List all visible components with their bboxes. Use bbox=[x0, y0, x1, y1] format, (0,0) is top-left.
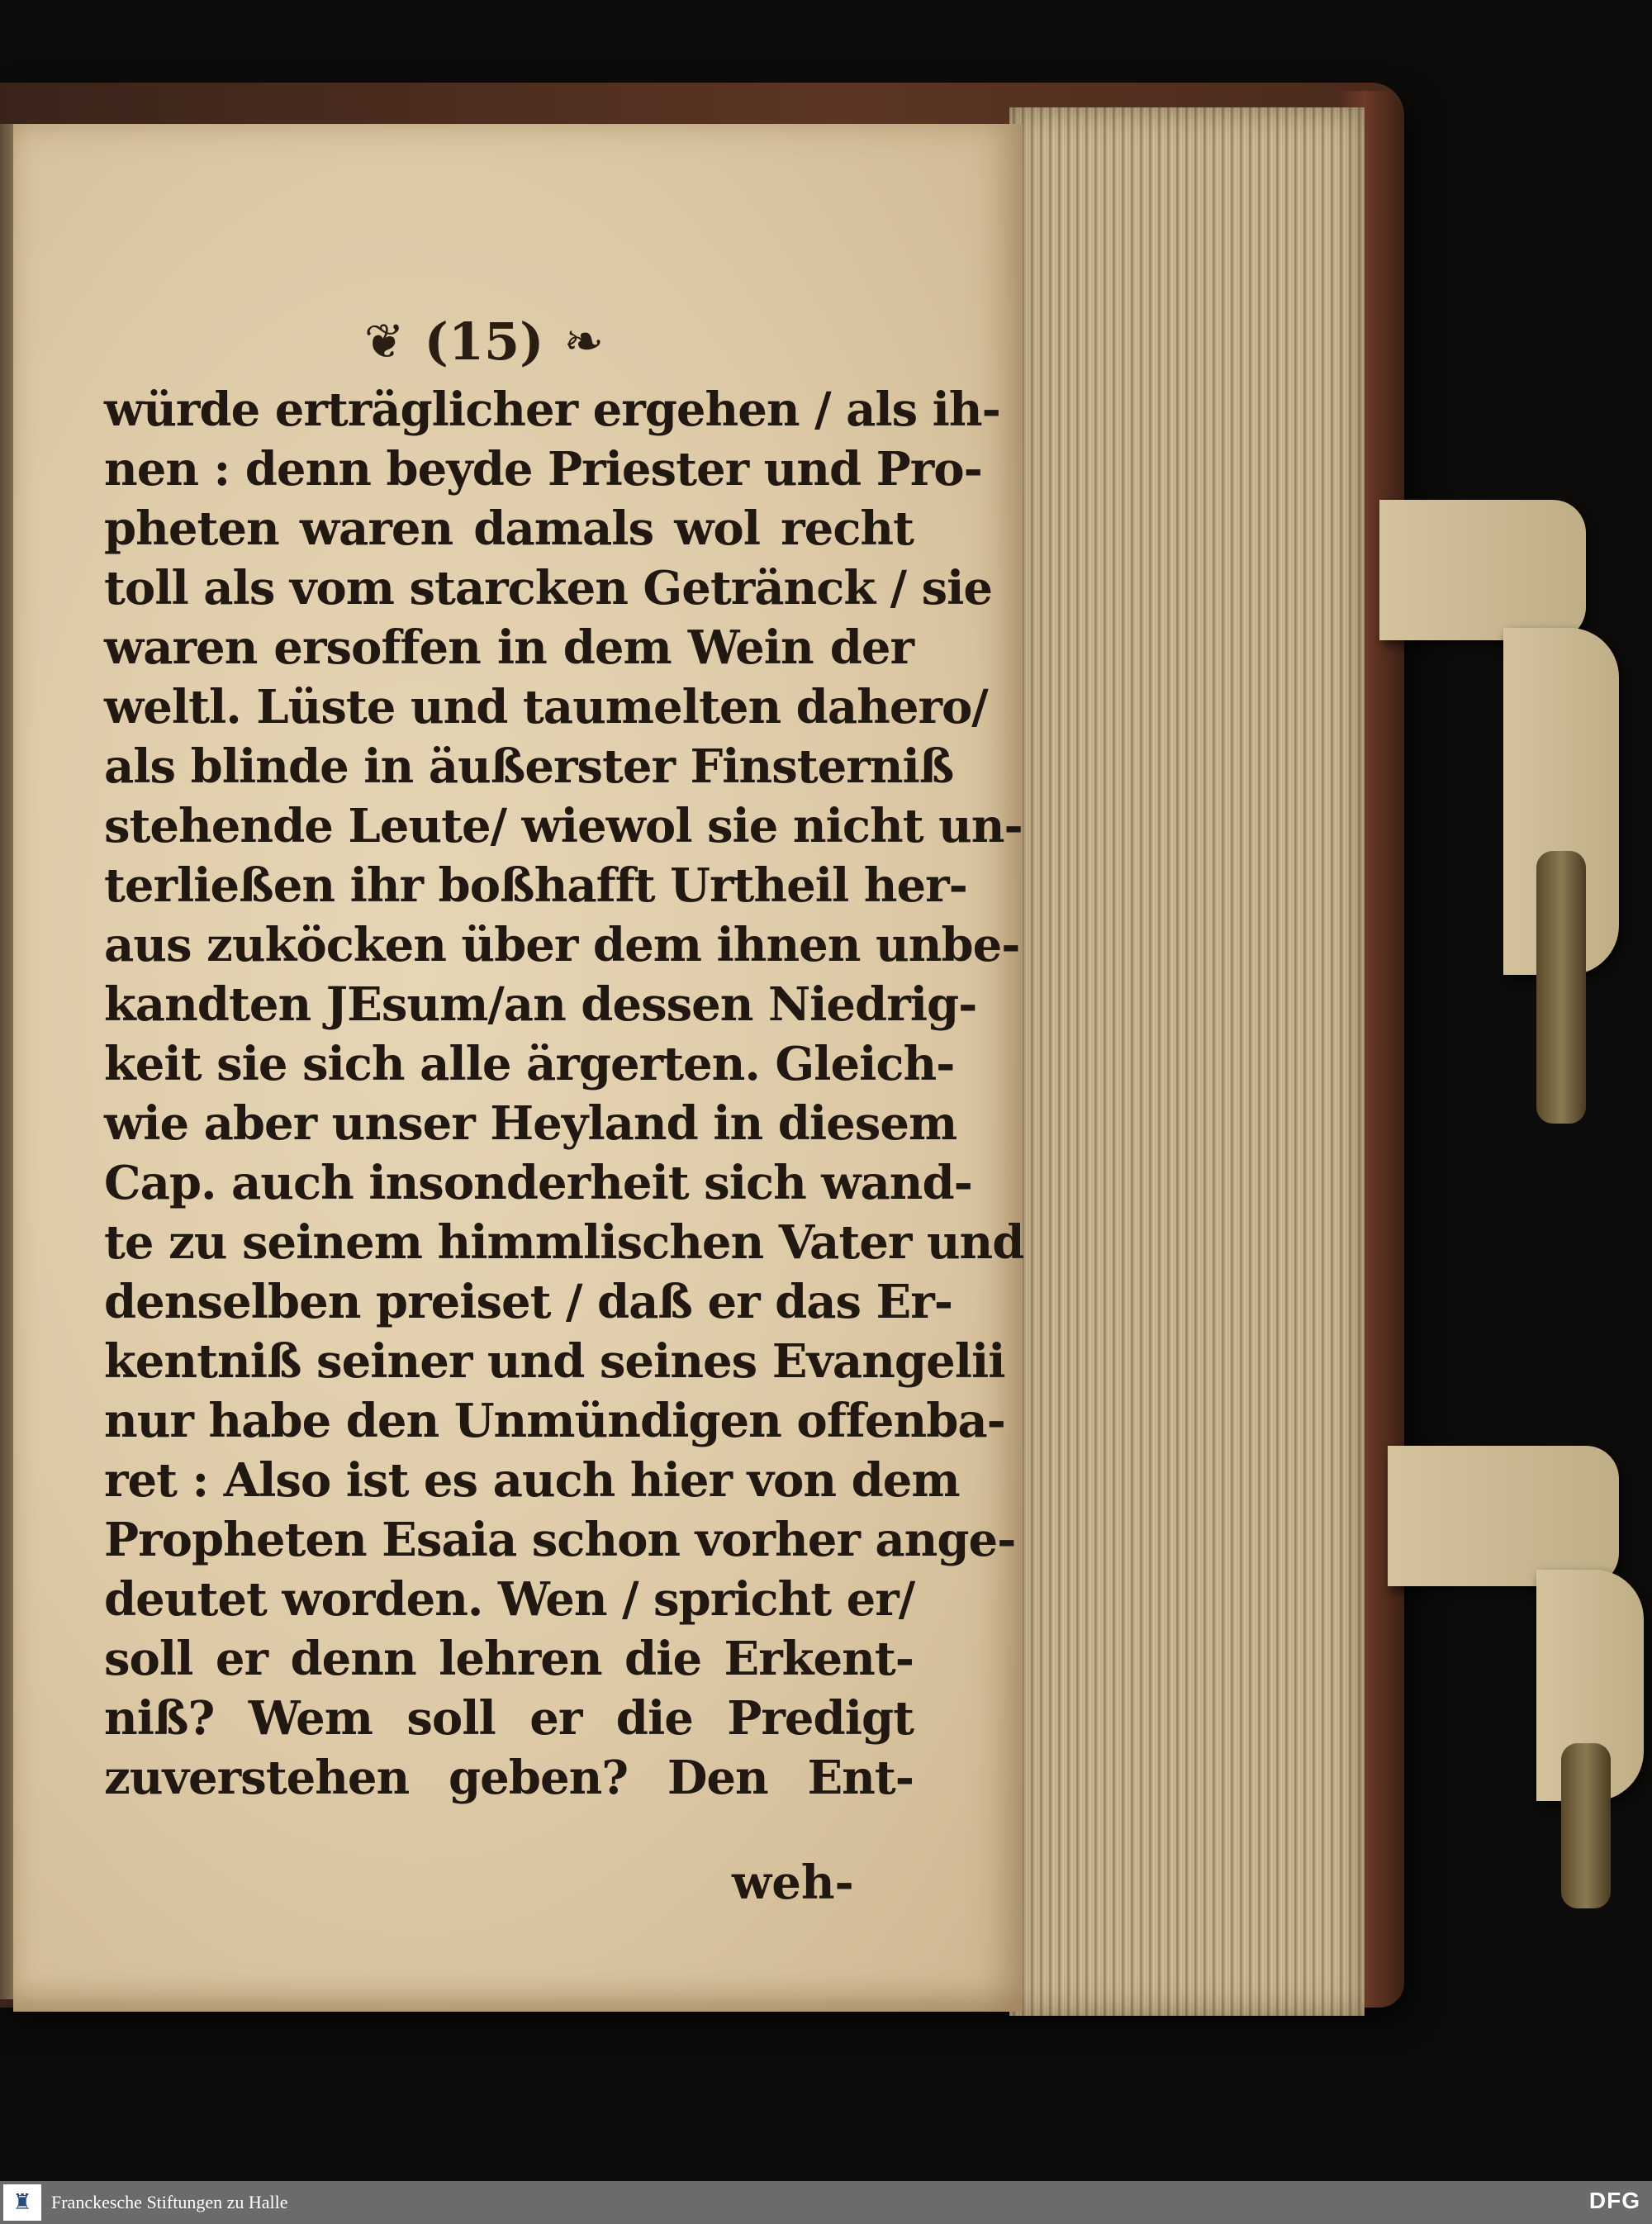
text-line: würde erträglicher ergehen / als ih- bbox=[104, 383, 1000, 437]
text-line: deutet worden. Wen / spricht er/ bbox=[104, 1572, 915, 1627]
page-number: (15) bbox=[424, 311, 544, 372]
text-line: soll er denn lehren die Erkent- bbox=[104, 1632, 914, 1686]
ornament-left-icon: ❦ bbox=[363, 313, 405, 369]
text-line: kentniß seiner und seines Evangelii bbox=[104, 1334, 1005, 1389]
text-line: te zu seinem himmlischen Vater und bbox=[104, 1215, 1024, 1270]
text-line: keit sie sich alle ärgerten. Gleich- bbox=[104, 1037, 955, 1091]
ornament-right-icon: ❧ bbox=[563, 313, 605, 369]
book-page bbox=[13, 124, 1023, 2012]
text-line: Propheten Esaia schon vorher ange- bbox=[104, 1513, 1016, 1567]
text-line: nur habe den Unmündigen offenba- bbox=[104, 1394, 1005, 1448]
institution-name: Franckesche Stiftungen zu Halle bbox=[51, 2192, 288, 2212]
institution-logo-icon[interactable]: ♜ bbox=[3, 2184, 41, 2221]
text-line: stehende Leute/ wiewol sie nicht un- bbox=[104, 799, 1023, 853]
page-block-edges bbox=[1009, 107, 1365, 2016]
text-line: kandten JEsum/an dessen Niedrig- bbox=[104, 977, 977, 1032]
clasp-hook-lower bbox=[1561, 1743, 1611, 1908]
text-line: als blinde in äußerster Finsterniß bbox=[104, 739, 954, 794]
viewer-footer bbox=[0, 2181, 1652, 2224]
dfg-logo: DFG bbox=[1588, 2188, 1640, 2213]
text-line: Cap. auch insonderheit sich wand- bbox=[104, 1156, 972, 1210]
text-line: waren ersoffen in dem Wein der bbox=[104, 620, 914, 675]
text-line: wie aber unser Heyland in diesem bbox=[104, 1096, 957, 1151]
text-line: weltl. Lüste und taumelten dahero/ bbox=[104, 680, 988, 734]
text-line: denselben preiset / daß er das Er- bbox=[104, 1275, 952, 1329]
text-line: zuverstehen geben? Den Ent- bbox=[104, 1751, 914, 1805]
catchword: weh- bbox=[732, 1856, 854, 1910]
page-header bbox=[311, 312, 657, 370]
clasp-strap-lower bbox=[1388, 1446, 1619, 1586]
text-line: ret : Also ist es auch hier von dem bbox=[104, 1453, 960, 1508]
text-line: niß? Wem soll er die Predigt bbox=[104, 1691, 914, 1746]
text-line: aus zuköcken über dem ihnen unbe- bbox=[104, 918, 1020, 972]
text-line: pheten waren damals wol recht bbox=[104, 501, 914, 556]
clasp-strap-upper bbox=[1379, 500, 1586, 640]
clasp-hook-upper bbox=[1536, 851, 1586, 1124]
text-line: toll als vom starcken Getränck / sie bbox=[104, 561, 993, 615]
text-line: nen : denn beyde Priester und Pro- bbox=[104, 442, 982, 497]
text-line: terließen ihr boßhafft Urtheil her- bbox=[104, 858, 967, 913]
body-text bbox=[104, 380, 1024, 1808]
